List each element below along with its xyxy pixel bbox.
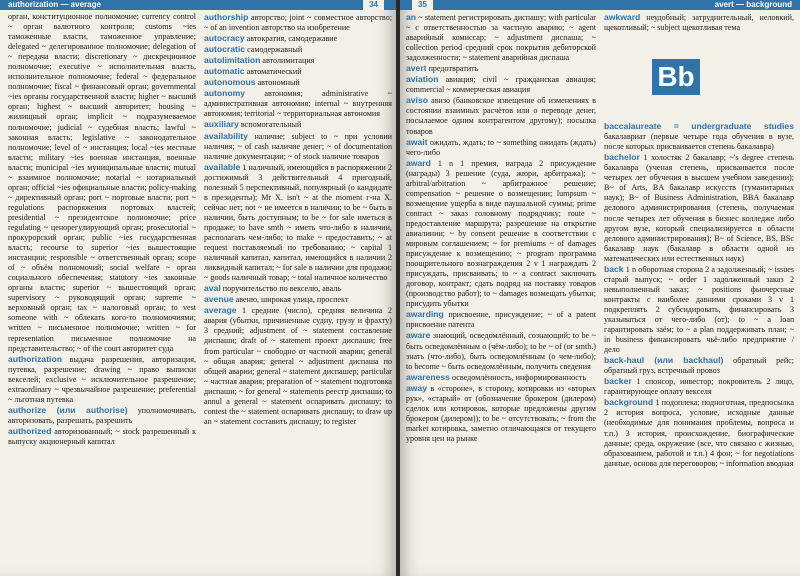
headword: awareness	[406, 371, 450, 382]
column-2	[204, 12, 392, 447]
running-head-text: authorization — average	[8, 0, 101, 9]
entry: automatic автоматический	[204, 66, 302, 77]
entry: auxiliary вспомогательный	[204, 119, 302, 130]
entry: aval поручительство по векселю, аваль	[204, 283, 341, 294]
headword: await	[406, 136, 428, 147]
headword: automatic	[204, 66, 245, 77]
entry: an ~ statement регистрировать диспашу; with particular ~ с ответственностью за частную аварию; ~ agent аварийный комиссар; ~ adjustment диспаша; ~ collection period средний срок покрытия дебиторской задолженности; ~ statement аварийная диспаша	[406, 12, 596, 63]
headword: avert	[406, 63, 427, 74]
headword: autocratic	[204, 44, 246, 55]
entry: autonomous автономный	[204, 77, 300, 88]
headword: awkward	[604, 12, 641, 22]
page-number: 34	[363, 0, 384, 10]
entry: backer 1 спонсор, инвестор; покровитель 2 лицо, гарантирующее оплату векселя	[604, 376, 794, 397]
right-page	[398, 0, 800, 576]
headword: bachelor	[604, 152, 640, 163]
headword: availability	[204, 130, 248, 141]
headword: away	[406, 382, 428, 393]
entry: autocracy автократия, самодержавие	[204, 33, 338, 44]
columns-right	[398, 10, 800, 469]
columns-left	[0, 10, 398, 447]
running-head-text: avert — background	[714, 0, 792, 9]
entry: authorized авторизованный; ~ stock разрешенный к выпуску акционерный капитал	[8, 425, 196, 446]
entry: aviso авизо (банковское извещение об изменениях в состоянии взаимных расчётов или о переводе денег, посылаемое одним контрагентом другому); посылка товаров	[406, 95, 596, 136]
headword: aviso	[406, 95, 428, 106]
headword: background	[604, 397, 654, 408]
headword: back-haul (или backhaul)	[604, 355, 724, 366]
headword: baccalaureate = undergraduate studies	[604, 121, 794, 132]
running-head-right	[398, 0, 800, 10]
page-number: 35	[412, 0, 433, 10]
headword: autonomy	[204, 88, 246, 99]
entry: availability наличие; subject to ~ при условии наличия; ~ of cash наличие денег; ~ of documentation наличие документации; ~ of stock наличие товаров	[204, 130, 392, 161]
entry: authorship авторство; joint ~ совместное авторство; ~ of an invention авторство на изобретение	[204, 12, 392, 33]
column-1	[406, 12, 596, 469]
entry: back-haul (или backhaul) обратный рейс; обратный груз, встречный провоз	[604, 355, 794, 376]
headword: aval	[204, 283, 221, 294]
headword: authorize (или authorise)	[8, 404, 128, 415]
running-head-left	[0, 0, 398, 10]
entry: away в «стороне», в сторону, котировки из «вторых рук», «старый» от (обозначение брокером (дилером) сделок или котировок, которые предложены другим брокером (дилером)); to be ~ отсутствовать; ~ from the market котировка, заметно отличающаяся от текущего уровня цен на рынке	[406, 382, 596, 443]
entry: орган, конституционное полномочие; currency control ~ орган валютного контроля; customs ~ies таможенные власти, таможенное управление; delegated ~ делегированное полномочие; delegation of ~ передача власти; discretionary ~ дискреционное полномочие; executive ~ исполнительная власть, исполнительное полномочие; federal ~ федеральное полномочие; fiscal ~ финансовый орган; governmental ~ies органы государственной власти; higher ~ высший орган; highest ~ высший авторитет; housing ~ жилищный орган; implicit ~ подразумеваемое полномочие; judicial ~ судебная власть; lawful ~ законная власть; legislative ~ законодательное полномочие; level of ~ инстанция; local ~ies местные власти; military ~ies военная инстанция, военные власти; municipal ~ies муниципальные власти; mutual ~ взаимное полномочие; notarial ~ нотариальный орган; official ~ies официальные власти; policy-making ~ директивный орган; port ~ портовые власти; port ~ regulations распоряжения портовых властей; presidential ~ президентское полномочие; price regulating ~ ценорегулирующий орган; prosecutorial ~ прокурорский орган; public ~ies государственная власть; recourse to superior ~ies вышестоящие инстанции; responsible ~ ответственный орган; scope of ~ объём полномочий; social welfare ~ орган социального обеспечения; statutory ~ies законные органы власти; superior ~ вышестоящий орган; supervisory ~ руководящий орган; supreme ~ верховный орган; tax ~ налоговый орган; to vest someone with ~ облекать кого-то полномочиями; written ~ письменное полномочие; written ~ for representation письменное полномочие на представительство; ~ of the court авторитет суда	[8, 12, 196, 353]
entry: average 1 средние (число), средняя величина 2 авария (убытки, причиненные судну, грузу и фрахту) 3 средний; adjustment of ~ statement составление диспаши; draft of ~ statement проект диспаши; free from particular ~ свободно от частной аварии; general ~ общая авария; general ~ adjustment диспаша по общей аварии; general ~ statement диспашер; particular ~ частная авария; preparation of ~ statement подготовка диспаши; ~ for general ~ statements реестр диспаши; to annul a general ~ statement оспаривать диспашу; to contest the ~ statement оспаривать диспашу; to draw up an ~ statement составить диспашу; to register	[204, 305, 392, 426]
entry: back 1 n оборотная сторона 2 a задолженный; ~ issues старый выпуск; ~ order 1 задолженный заказ 2 невыполненный заказ; ~ positions фьючерсные контракты с наиболее давними сроками 3 v 1 подкреплять 2 субсидировать, финансировать 3 указываться от чего-либо (от); to ~ a loan гарантировать заём; to ~ a plan поддерживать план; ~ in business финансировать чьё-либо предприятие / дело	[604, 263, 794, 355]
entry: background 1 подоплека; подноготная, предпосылка 2 история вопроса, условие, исходные данные (необходимые для понимания проблемы, вопроса и т.п.) 3 история, происхождение, биографические данные; среда, окружение (все, что связано с жизнью, образованием, работой и т.п.) 4 фон; ~ for negotiations данные, основа для переговоров; ~ information вводная	[604, 397, 794, 468]
headword: available	[204, 161, 241, 172]
entry: autonomy автономия; administrative ~ административная автономия; internal ~ внутренняя автономия; territorial ~ территориальная автономия	[204, 88, 392, 119]
headword: autonomous	[204, 77, 256, 88]
headword: avenue	[204, 294, 234, 305]
entry: baccalaureate = undergraduate studies бакалавриат (первые четыре года обучения в вузе, после которых присваивается степень бакалавра)	[604, 121, 794, 152]
headword: authorized	[8, 425, 52, 436]
headword: auxiliary	[204, 119, 239, 130]
headword: autolimitation	[204, 55, 261, 66]
entry: award 1 n 1 премия, награда 2 присуждение (награды) 3 решение (суда, жюри, арбитража); ~ arbitral/arbitration ~ арбитражное решение; compensation ~ решение о возмещении; lumpsum ~ возмещение ущерба в виде паушальной суммы; prime contract ~ заказ головному подрядчику; route ~ предоставление маршрута; разрешение на открытие авиалинии; ~ by consent решение в соответствии с мировым соглашением; ~ for premiums ~ of damages присуждение к возмещению; ~ program программа поощрительного вознаграждения 2 v 1 награждать 2 присуждать, присваивать; to ~ a contract заключать договор, контракт; сдать подряд на поставку товаров (производство работ); to ~ damages возмещать убытки; присудить убытки	[406, 157, 596, 309]
entry: autolimitation автолимитация	[204, 55, 315, 66]
entry: aware знающий, осведомлённый, сознающий; to be ~ быть осведомлённым о (чём-либо); to be ~ of (or smth.) знать (что-либо), быть осведомлённым (о чем-либо); to become ~ быть осведомлённым, получить сведения	[406, 330, 596, 371]
headword: autocracy	[204, 33, 245, 44]
entry: awareness осведомлённость, информированность	[406, 371, 587, 382]
headword: back	[604, 263, 624, 274]
entry: avert предотвратить	[406, 63, 479, 74]
entry: available 1 наличный, имеющийся в распоряжении 2 достижимый 3 действительный 4 пригодный, полезный 5 перспективный, популярный (о кандидате в президенты); Mr X. isn't ~ at the moment г-на X. сейчас нет; not ~ не имеется в наличии; to be ~ быть в наличии, быть доступным; to be ~ for sale иметься в продаже; to have smth ~ иметь что-либо в наличии, располагать чем-либо; to make ~ предоставить; ~ at request поставляемый по требованию; ~ capital 1 наличный капитал, капитал, имеющийся в наличии 2 ликвидный капитал; ~ for sale в наличии для продажи; ~ goods наличный товар; ~ total наличное количество	[204, 161, 392, 283]
entry: bachelor 1 холостяк 2 бакалавр; ~'s degree степень бакалавра (ученая степень, присваивается после четырех лет обучения в высшем учебном заведении); B~ of Arts, BA бакалавр искусств (гуманитарных наук); B~ of Business Administration, BBA бакалавр делового администрирования (степень, получаемая после четырех лет обучения в бизнес колледже либо другом вузе, который специализируется в области делового администрирования); B~ of Science, BS, BSc бакалавр наук (бакалавр в области одной из математических или естественных наук)	[604, 152, 794, 263]
column-1	[8, 12, 196, 447]
column-2	[604, 12, 794, 469]
book-gutter	[396, 0, 400, 576]
entry: aviation авиация; civil ~ гражданская авиация; commercial ~ коммерческая авиация	[406, 74, 596, 95]
headword: average	[204, 305, 237, 316]
entry: awkward неудобный; затруднительный, неловкий, щекотливый; ~ subject щекотливая тема	[604, 12, 794, 33]
entry: authorize (или authorise) уполномочивать, авторизовать, разрешать, разрешить	[8, 404, 196, 425]
headword: aware	[406, 330, 431, 341]
section-letter: Bb	[652, 59, 700, 95]
headword: awarding	[406, 309, 444, 320]
headword: authorization	[8, 353, 62, 364]
headword: award	[406, 157, 431, 168]
headword: backer	[604, 376, 632, 387]
entry: await ожидать, ждать; to ~ something ожидать (ждать) чего-либо	[406, 136, 596, 157]
headword: aviation	[406, 74, 439, 85]
entry: authorization выдача разрешения, авторизация, путевка, разрешение; drawing ~ право выписки векселей; exclusive ~ исключительное разрешение; extraordinary ~ чрезвычайное разрешение; preferential ~ льготная путевка	[8, 353, 196, 404]
entry: avenue авеню, широкая улица, проспект	[204, 294, 349, 305]
headword: an	[406, 12, 417, 22]
entry: awarding присвоение, присуждение; ~ of a patent присвоение патента	[406, 309, 596, 330]
left-page	[0, 0, 398, 576]
entry: autocratic самодержавный	[204, 44, 303, 55]
headword: authorship	[204, 12, 249, 22]
